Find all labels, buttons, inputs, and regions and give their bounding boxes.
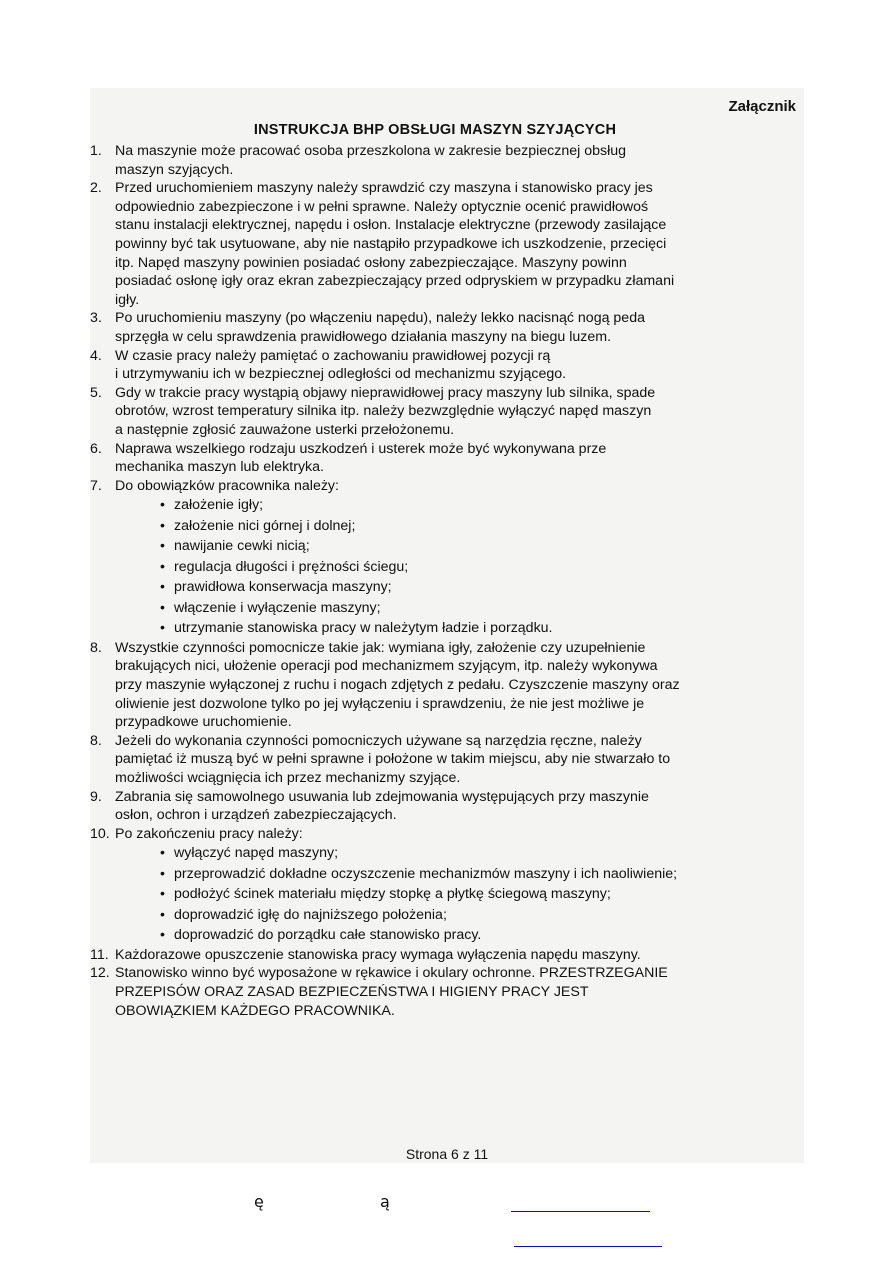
item-line: Wszystkie czynności pomocnicze takie jak: wymiana igły, założenie czy uzupełnienie — [115, 639, 646, 656]
item-line: Po uruchomieniu maszyny (po włączeniu napędu), należy lekko nacisnąć nogą peda — [115, 310, 645, 327]
list-item — [90, 142, 804, 179]
items-group-c — [90, 946, 804, 1020]
item-line: Każdorazowe opuszczenie stanowiska pracy wymaga wyłączenia napędu maszyny. — [115, 946, 641, 963]
bullet-item: • prawidłowa konserwacja maszyny; — [160, 577, 804, 598]
list-item — [90, 788, 804, 825]
list-item — [90, 946, 804, 965]
item-number: 6. — [90, 440, 102, 457]
list-item — [90, 179, 804, 309]
item-line: a następnie zgłosić zauważone usterki przełożonemu. — [115, 421, 455, 438]
item-line: Zabrania się samowolnego usuwania lub zdejmowania występujących przy maszynie — [115, 788, 649, 805]
item-number: 9. — [90, 788, 102, 805]
list-item — [90, 477, 804, 496]
item-line: W czasie pracy należy pamiętać o zachowaniu prawidłowej pozycji rą — [115, 347, 551, 364]
item-line: powinny być tak usytuowane, aby nie nastąpiło przypadkowe ich uszkodzenie, przecięci — [115, 235, 667, 252]
item-line: OBOWIĄZKIEM KAŻDEGO PRACOWNIKA. — [115, 1002, 395, 1019]
item-line: oliwienie jest dozwolone tylko po jej wyłączeniu i sprawdzeniu, że nie jest możliwe je — [115, 695, 645, 712]
item-number: 7. — [90, 477, 102, 494]
item-line: Po zakończeniu pracy należy: — [115, 825, 303, 842]
item-line: możliwości wciągnięcia ich przez mechanizmy szyjące. — [115, 769, 461, 786]
list-item — [90, 384, 804, 440]
list-item — [90, 639, 804, 732]
document-title: INSTRUKCJA BHP OBSŁUGI MASZYN SZYJĄCYCH — [253, 122, 617, 138]
bullet-item: • nawijanie cewki nicią; — [160, 536, 804, 557]
item-line: PRZEPISÓW ORAZ ZASAD BEZPIECZEŃSTWA I HIGIENY PRACY JEST — [115, 984, 589, 1000]
items-group-b — [90, 639, 804, 844]
item-line: igły. — [115, 291, 140, 308]
item-number: 5. — [90, 384, 102, 401]
bullet-item: • regulacja długości i prężności ściegu; — [160, 557, 804, 578]
list-item — [90, 732, 804, 788]
list-item — [90, 825, 804, 844]
items-group-a — [90, 142, 804, 495]
item-line: pamiętać iż muszą być w pełni sprawne i położone w takim miejscu, aby nie stwarzało to — [115, 751, 671, 768]
item-number: 8. — [90, 639, 102, 656]
item-line: przy maszynie wyłączonej z ruchu i nogach zdjętych z pedału. Czyszczenie maszyny oraz — [115, 676, 680, 693]
bullet-item: • założenie nici górnej i dolnej; — [160, 516, 804, 537]
bullet-item: • doprowadzić do porządku całe stanowisko pracy. — [160, 925, 804, 946]
list-item — [90, 440, 804, 477]
item-line: Gdy w trakcie pracy wystąpią objawy nieprawidłowej pracy maszyny lub silnika, spade — [115, 384, 656, 401]
footer-link-1[interactable] — [511, 1211, 650, 1212]
item-line: obrotów, wzrost temperatury silnika itp. należy bezwzględnie wyłączyć napęd maszyn — [115, 403, 652, 420]
bullet-item: • wyłączyć napęd maszyny; — [160, 843, 804, 864]
footer-char-a: ą — [380, 1192, 390, 1211]
item-line: osłon, ochron i urządzeń zabezpieczających. — [115, 807, 397, 824]
item-number: 8. — [90, 732, 102, 749]
page-number: Strona 6 z 11 — [405, 1146, 489, 1162]
duties-list — [90, 495, 804, 639]
list-item — [90, 347, 804, 384]
item-line: przypadkowe uruchomienie. — [115, 714, 292, 731]
item-line: maszyn szyjących. — [115, 161, 234, 178]
item-number: 12. — [90, 965, 110, 982]
item-line: itp. Napęd maszyny powinien posiadać osłony zabezpieczające. Maszyny powinn — [115, 254, 627, 271]
item-line: Na maszynie może pracować osoba przeszkolona w zakresie bezpiecznej obsług — [115, 143, 627, 159]
item-number: 11. — [90, 946, 109, 963]
item-number: 3. — [90, 310, 102, 327]
annex-label: Załącznik — [728, 98, 796, 115]
bullet-item: • doprowadzić igłę do najniższego położenia; — [160, 905, 804, 926]
item-line: Jeżeli do wykonania czynności pomocniczych używane są narzędzia ręczne, należy — [115, 732, 642, 749]
bullet-item: • utrzymanie stanowiska pracy w należytym ładzie i porządku. — [160, 618, 804, 639]
item-line: Stanowisko winno być wyposażone w rękawice i okulary ochronne. PRZESTRZEGANIE — [115, 965, 668, 982]
scanned-page — [90, 88, 804, 1163]
item-line: sprzęgła w celu sprawdzenia prawidłowego działania maszyny na biegu luzem. — [115, 328, 612, 345]
item-line: Naprawa wszelkiego rodzaju uszkodzeń i usterek może być wykonywana prze — [115, 440, 607, 457]
item-line: i utrzymywaniu ich w bezpiecznej odległości od mechanizmu szyjącego. — [115, 366, 567, 383]
item-line: Przed uruchomieniem maszyny należy sprawdzić czy maszyna i stanowisko pracy jes — [115, 180, 653, 197]
item-number: 2. — [90, 180, 102, 197]
item-number: 4. — [90, 347, 102, 364]
document-body — [90, 88, 804, 1020]
bullet-item: • włączenie i wyłączenie maszyny; — [160, 598, 804, 619]
item-line: brakujących nici, ułożenie operacji pod mechanizmem szyjącym, itp. należy wykonywa — [115, 658, 658, 675]
footer-char-e: ę — [254, 1192, 264, 1211]
list-item — [90, 964, 804, 1020]
item-line: mechanika maszyn lub elektryka. — [115, 459, 324, 476]
item-line: odpowiednio zabezpieczone i w pełni sprawne. Należy optycznie ocenić prawidłowoś — [115, 198, 649, 215]
footer-link-2[interactable] — [514, 1246, 662, 1247]
item-line: posiadać osłonę igły oraz ekran zabezpieczający przed odpryskiem w przypadku złamani — [115, 273, 675, 290]
bullet-item: • założenie igły; — [160, 495, 804, 516]
item-number: 10. — [90, 825, 110, 842]
item-line: Do obowiązków pracownika należy: — [115, 477, 339, 494]
item-number: 1. — [90, 143, 102, 159]
bullet-item: • podłożyć ścinek materiału między stopkę a płytkę ściegową maszyny; — [160, 884, 804, 905]
list-item — [90, 309, 804, 346]
end-of-work-list — [90, 843, 804, 946]
bullet-item: • przeprowadzić dokładne oczyszczenie mechanizmów maszyny i ich naoliwienie; — [160, 864, 804, 885]
item-line: stanu instalacji elektrycznej, napędu i osłon. Instalacje elektryczne (przewody zasilające — [115, 217, 667, 234]
